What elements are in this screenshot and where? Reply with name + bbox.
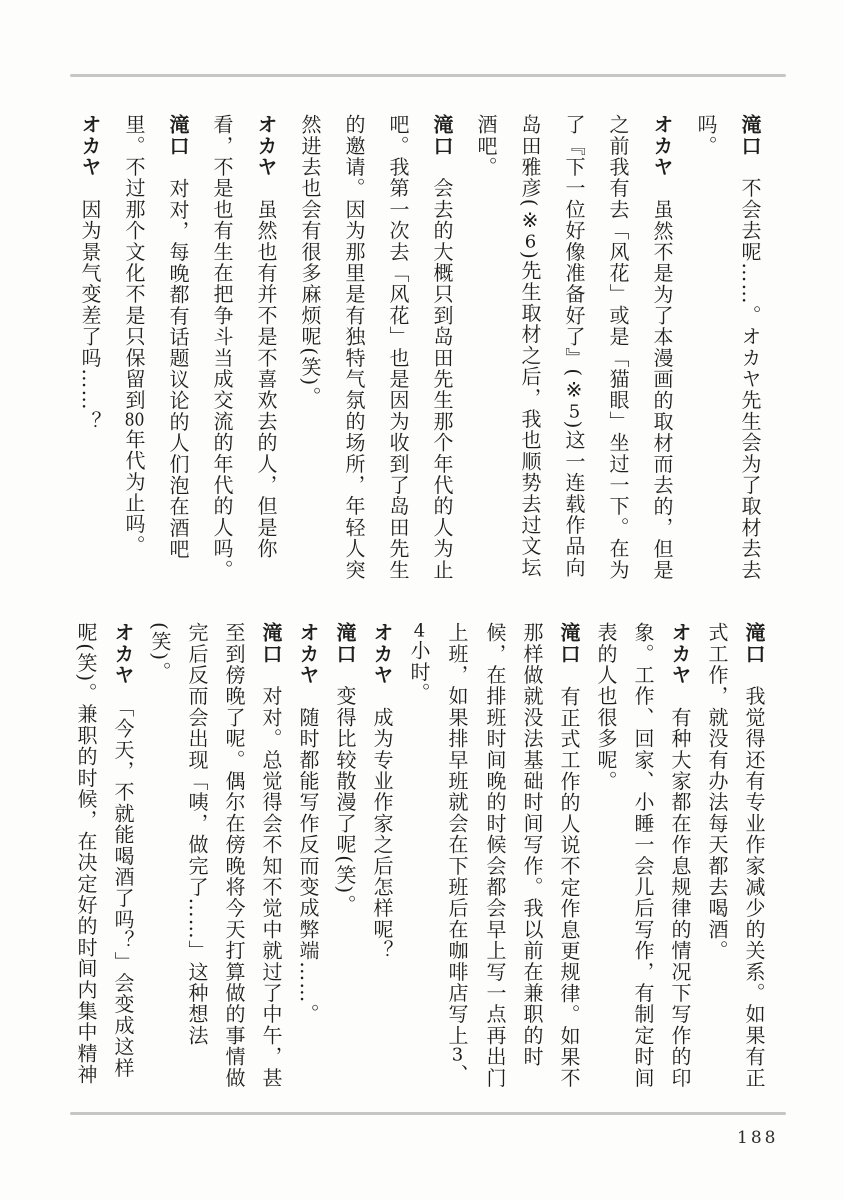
utterance-text: 因为景气变差了吗……？ bbox=[78, 198, 102, 433]
dialogue-block-top bbox=[58, 114, 772, 590]
dialogue-utterance bbox=[400, 622, 587, 1098]
speaker-name: オカヤ bbox=[370, 622, 394, 686]
speaker-name: 滝口 bbox=[738, 114, 762, 157]
dialogue-utterance bbox=[288, 114, 464, 590]
dialogue-block-bottom bbox=[58, 622, 772, 1098]
speaker-name: 滝口 bbox=[333, 622, 357, 665]
speaker-name: 滝口 bbox=[430, 114, 454, 157]
dialogue-utterance bbox=[200, 114, 288, 590]
dialogue-utterance bbox=[363, 622, 400, 1098]
page-number: 188 bbox=[737, 1128, 779, 1148]
utterance-text: 对对。总觉得会不知不觉中就过了中午，甚至到傍晚了呢。偶尔在傍晚将今天打算做的事情做完后反而会出现「咦，做完了……」这种想法(笑)。 bbox=[148, 622, 283, 1089]
dialogue-utterance bbox=[112, 114, 200, 590]
speaker-name: オカヤ bbox=[668, 622, 692, 686]
utterance-text: 对对，每晚都有话题议论的人们泡在酒吧里。不过那个文化不是只保留到80年代为止吗。 bbox=[122, 114, 190, 560]
utterance-text: 有正式工作的人说不定作息更规律。如果不那样做就没法基础时间写作。我以前在兼职的时候，在排班时间晚的时候会都会早上写一点再出门上班，如果排早班就会在下班后在咖啡店写上3、4小时。 bbox=[407, 622, 581, 1089]
speaker-name: 滝口 bbox=[742, 622, 766, 665]
dialogue-utterance bbox=[698, 622, 772, 1098]
utterance-text: 虽然也有并不是不喜欢去的人，但是你看，不是也有生在把争斗当成交流的年代的人吗。 bbox=[210, 114, 278, 581]
dialogue-utterance bbox=[326, 622, 363, 1098]
upright-number: 5 bbox=[568, 402, 581, 421]
speaker-name: 滝口 bbox=[166, 114, 190, 157]
dialogue-utterance bbox=[141, 622, 289, 1098]
dialogue-utterance bbox=[68, 114, 112, 590]
speaker-name: オカヤ bbox=[78, 114, 102, 178]
upright-number: 3 bbox=[451, 1046, 464, 1064]
utterance-text: 我觉得还有专业作家减少的关系。如果有正式工作，就没有办法每天都去喝酒。 bbox=[705, 622, 766, 1089]
utterance-text: 「今天，不就能喝酒了吗？」会变成这样呢(笑)。兼职的时候，在决定好的时间内集中精神 bbox=[74, 622, 135, 1086]
utterance-text: 随时都能写作反而变成弊端……。 bbox=[296, 706, 320, 1025]
speaker-name: オカヤ bbox=[111, 622, 135, 686]
speaker-name: 滝口 bbox=[259, 622, 283, 665]
dialogue-utterance bbox=[464, 114, 684, 590]
utterance-text: 不会去呢……。オカヤ先生会为了取材去去吗。 bbox=[694, 114, 762, 581]
bottom-rule bbox=[70, 1112, 786, 1115]
upright-number: 4 bbox=[413, 622, 426, 640]
dialogue-utterance bbox=[67, 622, 141, 1098]
upright-number: 6 bbox=[524, 233, 537, 252]
speaker-name: 滝口 bbox=[557, 622, 581, 665]
speaker-name: オカヤ bbox=[650, 114, 674, 178]
utterance-text: 虽然不是为了本漫画的取材而去的，但是之前我有去「风花」或是「猫眼」坐过一下。在为了『下一位好像准备好了』(※5)这一连载作品向岛田雅彦(※6)先生取材之后，我也顺势去过文坛酒吧。 bbox=[474, 114, 674, 581]
dialogue-utterance bbox=[587, 622, 698, 1098]
dialogue-utterance bbox=[289, 622, 326, 1098]
utterance-text: 成为专业作家之后怎样呢？ bbox=[370, 706, 394, 962]
dialogue-utterance bbox=[684, 114, 772, 590]
speaker-name: オカヤ bbox=[296, 622, 320, 686]
utterance-text: 会去的大概只到岛田先生那个年代的人为止吧。我第一次去「风花」也是因为收到了岛田先生的邀请。因为那里是有独特气氛的场所，年轻人突然进去也会有很多麻烦呢(笑)。 bbox=[298, 114, 454, 581]
upright-number: 80 bbox=[124, 410, 145, 429]
speaker-name: オカヤ bbox=[254, 114, 278, 178]
top-rule bbox=[70, 74, 786, 77]
utterance-text: 变得比较散漫了呢(笑)。 bbox=[333, 685, 357, 916]
utterance-text: 有种大家都在作息规律的情况下写作的印象。工作、回家、小睡一会儿后写作，有制定时间表的人也很多呢。 bbox=[594, 622, 692, 1089]
